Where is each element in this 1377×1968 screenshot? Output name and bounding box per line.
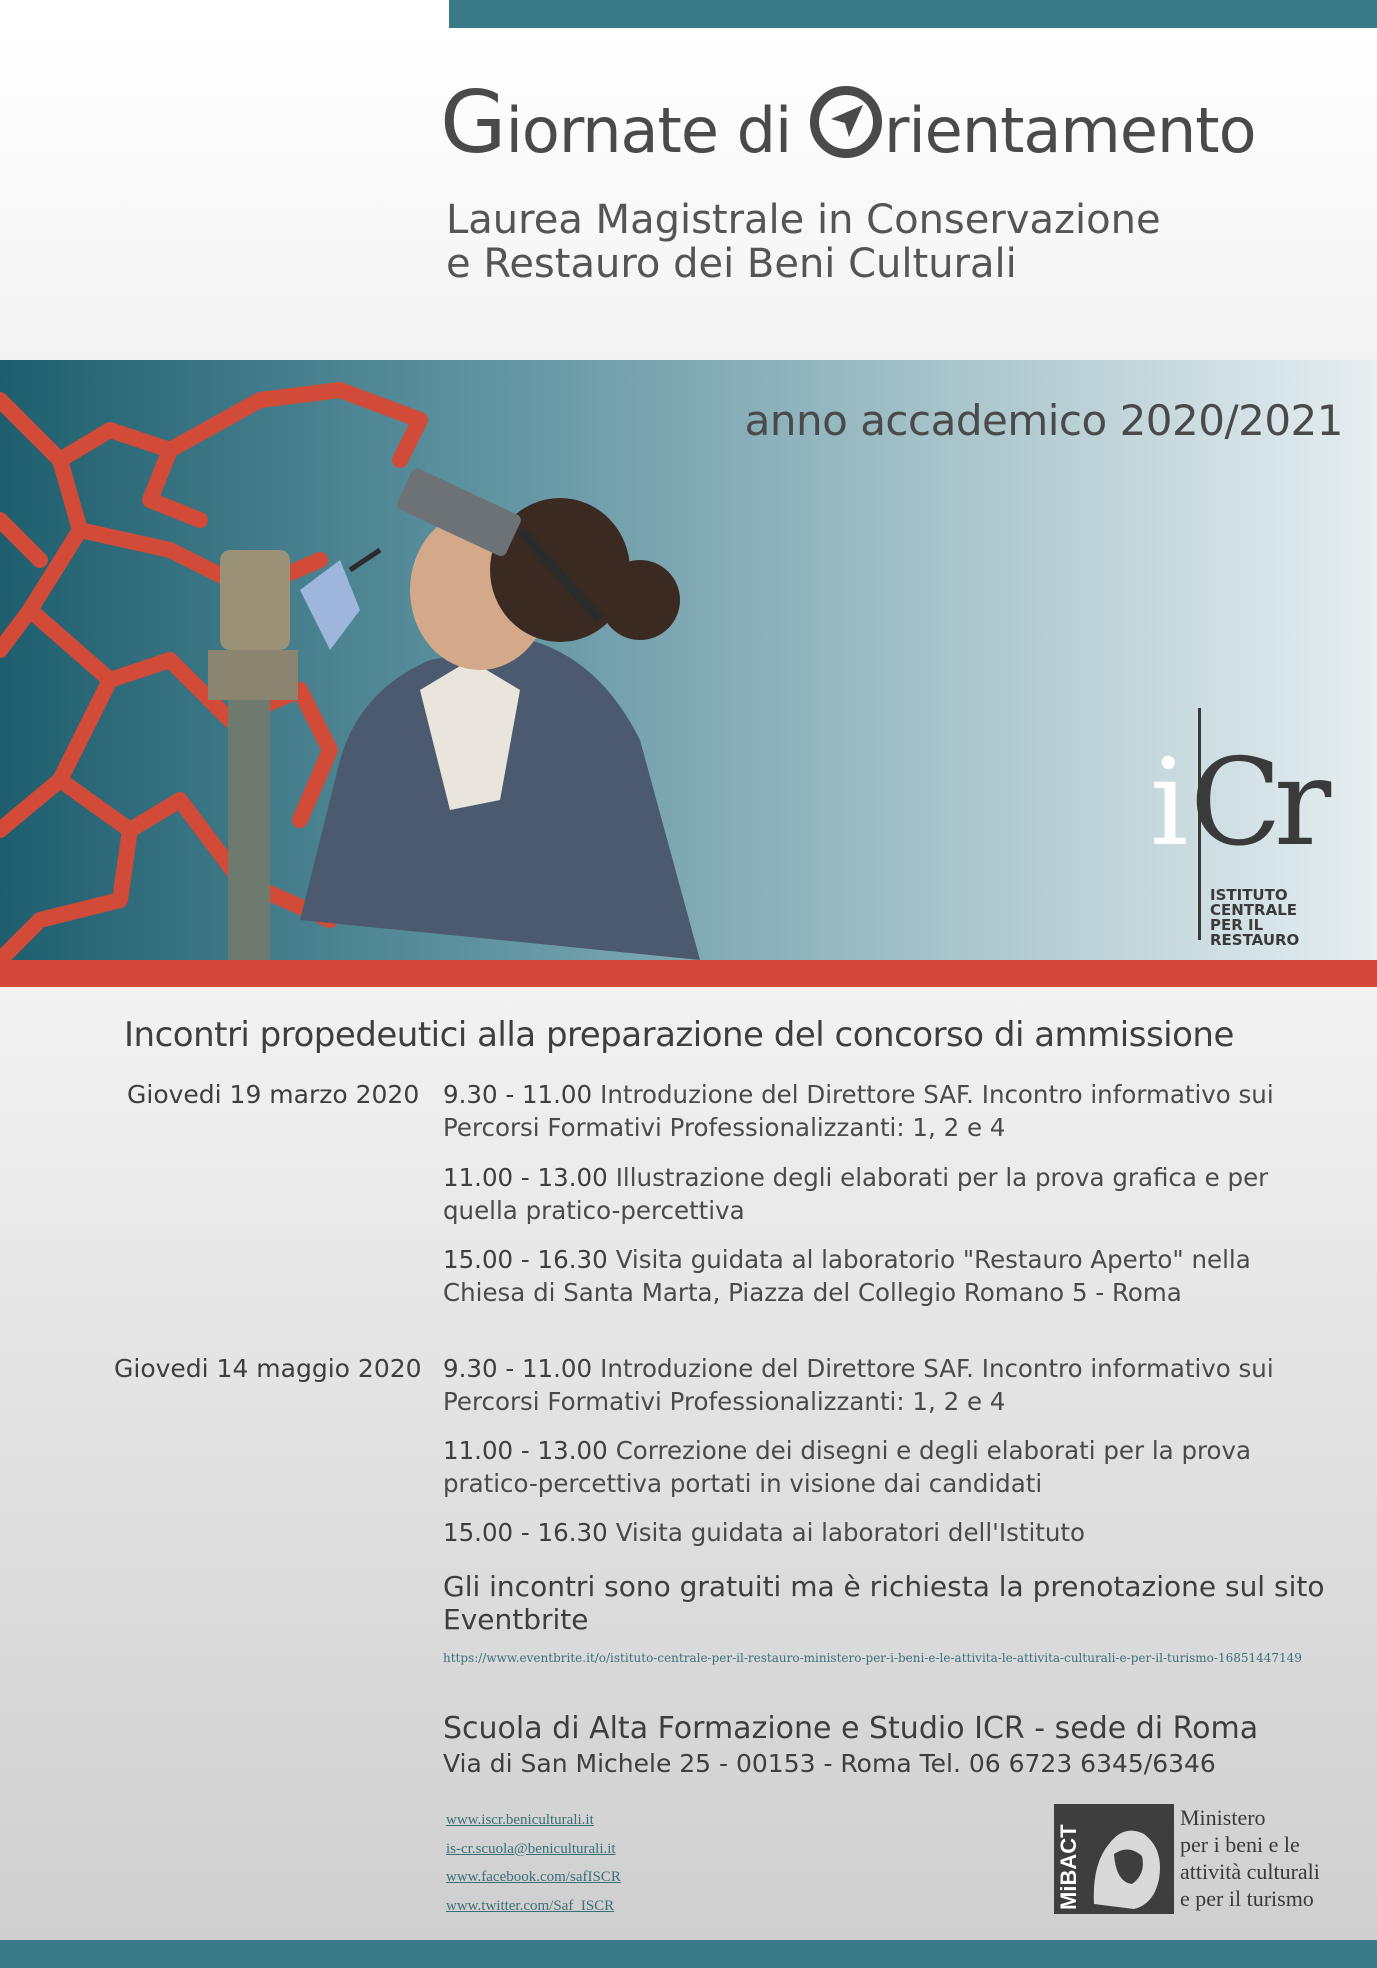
logo-caption bbox=[1210, 888, 1350, 948]
ministry-line-4: e per il turismo bbox=[1180, 1886, 1314, 1911]
logo-caption-line-2: CENTRALE bbox=[1210, 901, 1298, 919]
compass-icon bbox=[810, 86, 882, 158]
icr-logo bbox=[1150, 708, 1350, 949]
program-heading: Incontri propedeutici alla preparazione del concorso di ammissione bbox=[124, 1015, 1234, 1055]
event-time: 9.30 - 11.00 bbox=[443, 1354, 593, 1383]
website-link[interactable]: www.iscr.beniculturali.it bbox=[446, 1812, 594, 1828]
ministry-line-3: attività culturali bbox=[1180, 1859, 1320, 1884]
poster-subtitle bbox=[446, 198, 1161, 286]
event-text: Introduzione del Direttore SAF. Incontro informativo sui Percorsi Formativi Professionalizzanti: 1, 2 e 4 bbox=[443, 1080, 1274, 1142]
logo-caption-line-3: PER IL RESTAURO bbox=[1210, 916, 1300, 949]
email-link[interactable]: is-cr.scuola@beniculturali.it bbox=[446, 1840, 616, 1857]
red-divider-bar bbox=[0, 960, 1377, 987]
ministry-line-1: Ministero bbox=[1180, 1805, 1266, 1830]
event-time: 15.00 - 16.30 bbox=[443, 1518, 608, 1547]
day-2-event-2 bbox=[443, 1434, 1303, 1500]
event-time: 11.00 - 13.00 bbox=[443, 1436, 608, 1465]
title-part-1: iornate di bbox=[505, 94, 810, 167]
event-text: Correzione dei disegni e degli elaborati per la prova pratico-percettiva portati in visione dai candidati bbox=[443, 1436, 1252, 1498]
title-initial-g: G bbox=[440, 73, 506, 173]
ministry-acronym: MiBACT bbox=[1056, 1824, 1081, 1910]
ministry-logo bbox=[1054, 1804, 1354, 1916]
event-time: 9.30 - 11.00 bbox=[443, 1080, 593, 1109]
school-address: Via di San Michele 25 - 00153 - Roma Tel. 06 6723 6345/6346 bbox=[443, 1749, 1216, 1778]
header-band bbox=[0, 28, 1377, 360]
facebook-link[interactable]: www.facebook.com/safISCR bbox=[446, 1869, 621, 1885]
school-name: Scuola di Alta Formazione e Studio ICR - sede di Roma bbox=[443, 1711, 1259, 1746]
booking-notice: Gli incontri sono gratuiti ma è richiesta la prenotazione sul sito Eventbrite bbox=[443, 1570, 1325, 1636]
event-text: Visita guidata al laboratorio "Restauro Aperto" nella Chiesa di Santa Marta, Piazza del Collegio Romano 5 - Roma bbox=[443, 1245, 1251, 1307]
event-text: Visita guidata ai laboratori dell'Istituto bbox=[615, 1518, 1085, 1547]
event-text: Introduzione del Direttore SAF. Incontro informativo sui Percorsi Formativi Professionalizzanti: 1, 2 e 4 bbox=[443, 1354, 1274, 1416]
poster-title bbox=[440, 73, 1360, 173]
event-time: 11.00 - 13.00 bbox=[443, 1163, 608, 1192]
ministry-name bbox=[1180, 1804, 1320, 1912]
bottom-accent-bar bbox=[0, 1940, 1377, 1968]
day-2-event-1 bbox=[443, 1352, 1303, 1418]
restorer-photo-illustration bbox=[0, 360, 720, 960]
logo-letter-i: i bbox=[1150, 734, 1189, 873]
title-part-2: rientamento bbox=[883, 94, 1256, 167]
ministry-emblem bbox=[1054, 1804, 1174, 1914]
academic-year: anno accademico 2020/2021 bbox=[744, 396, 1343, 445]
day-1-event-1 bbox=[443, 1078, 1303, 1144]
day-2-event-3 bbox=[443, 1516, 1303, 1549]
event-text: Illustrazione degli elaborati per la prova grafica e per quella pratico-percettiva bbox=[443, 1163, 1269, 1225]
subtitle-line-2: e Restauro dei Beni Culturali bbox=[446, 241, 1017, 287]
subtitle-line-1: Laurea Magistrale in Conservazione bbox=[446, 197, 1161, 243]
day-1-date: Giovedi 19 marzo 2020 bbox=[127, 1080, 420, 1109]
day-1-event-3 bbox=[443, 1243, 1303, 1309]
top-accent-bar bbox=[449, 0, 1377, 28]
school-info bbox=[443, 1711, 1258, 1781]
logo-caption-line-1: ISTITUTO bbox=[1210, 886, 1288, 904]
logo-letters-cr: Cr bbox=[1190, 734, 1324, 873]
event-time: 15.00 - 16.30 bbox=[443, 1245, 608, 1274]
ministry-line-2: per i beni e le bbox=[1180, 1832, 1300, 1857]
day-2-date: Giovedi 14 maggio 2020 bbox=[114, 1354, 422, 1383]
day-1-event-2 bbox=[443, 1161, 1303, 1227]
eventbrite-link[interactable]: https://www.eventbrite.it/o/istituto-centrale-per-il-restauro-ministero-per-i-beni-e-le-attivita-le-attivita-culturali-e-per-il-turismo-16851447149 bbox=[443, 1651, 1302, 1665]
twitter-link[interactable]: www.twitter.com/Saf_ISCR bbox=[446, 1897, 615, 1914]
contact-links bbox=[446, 1806, 621, 1920]
